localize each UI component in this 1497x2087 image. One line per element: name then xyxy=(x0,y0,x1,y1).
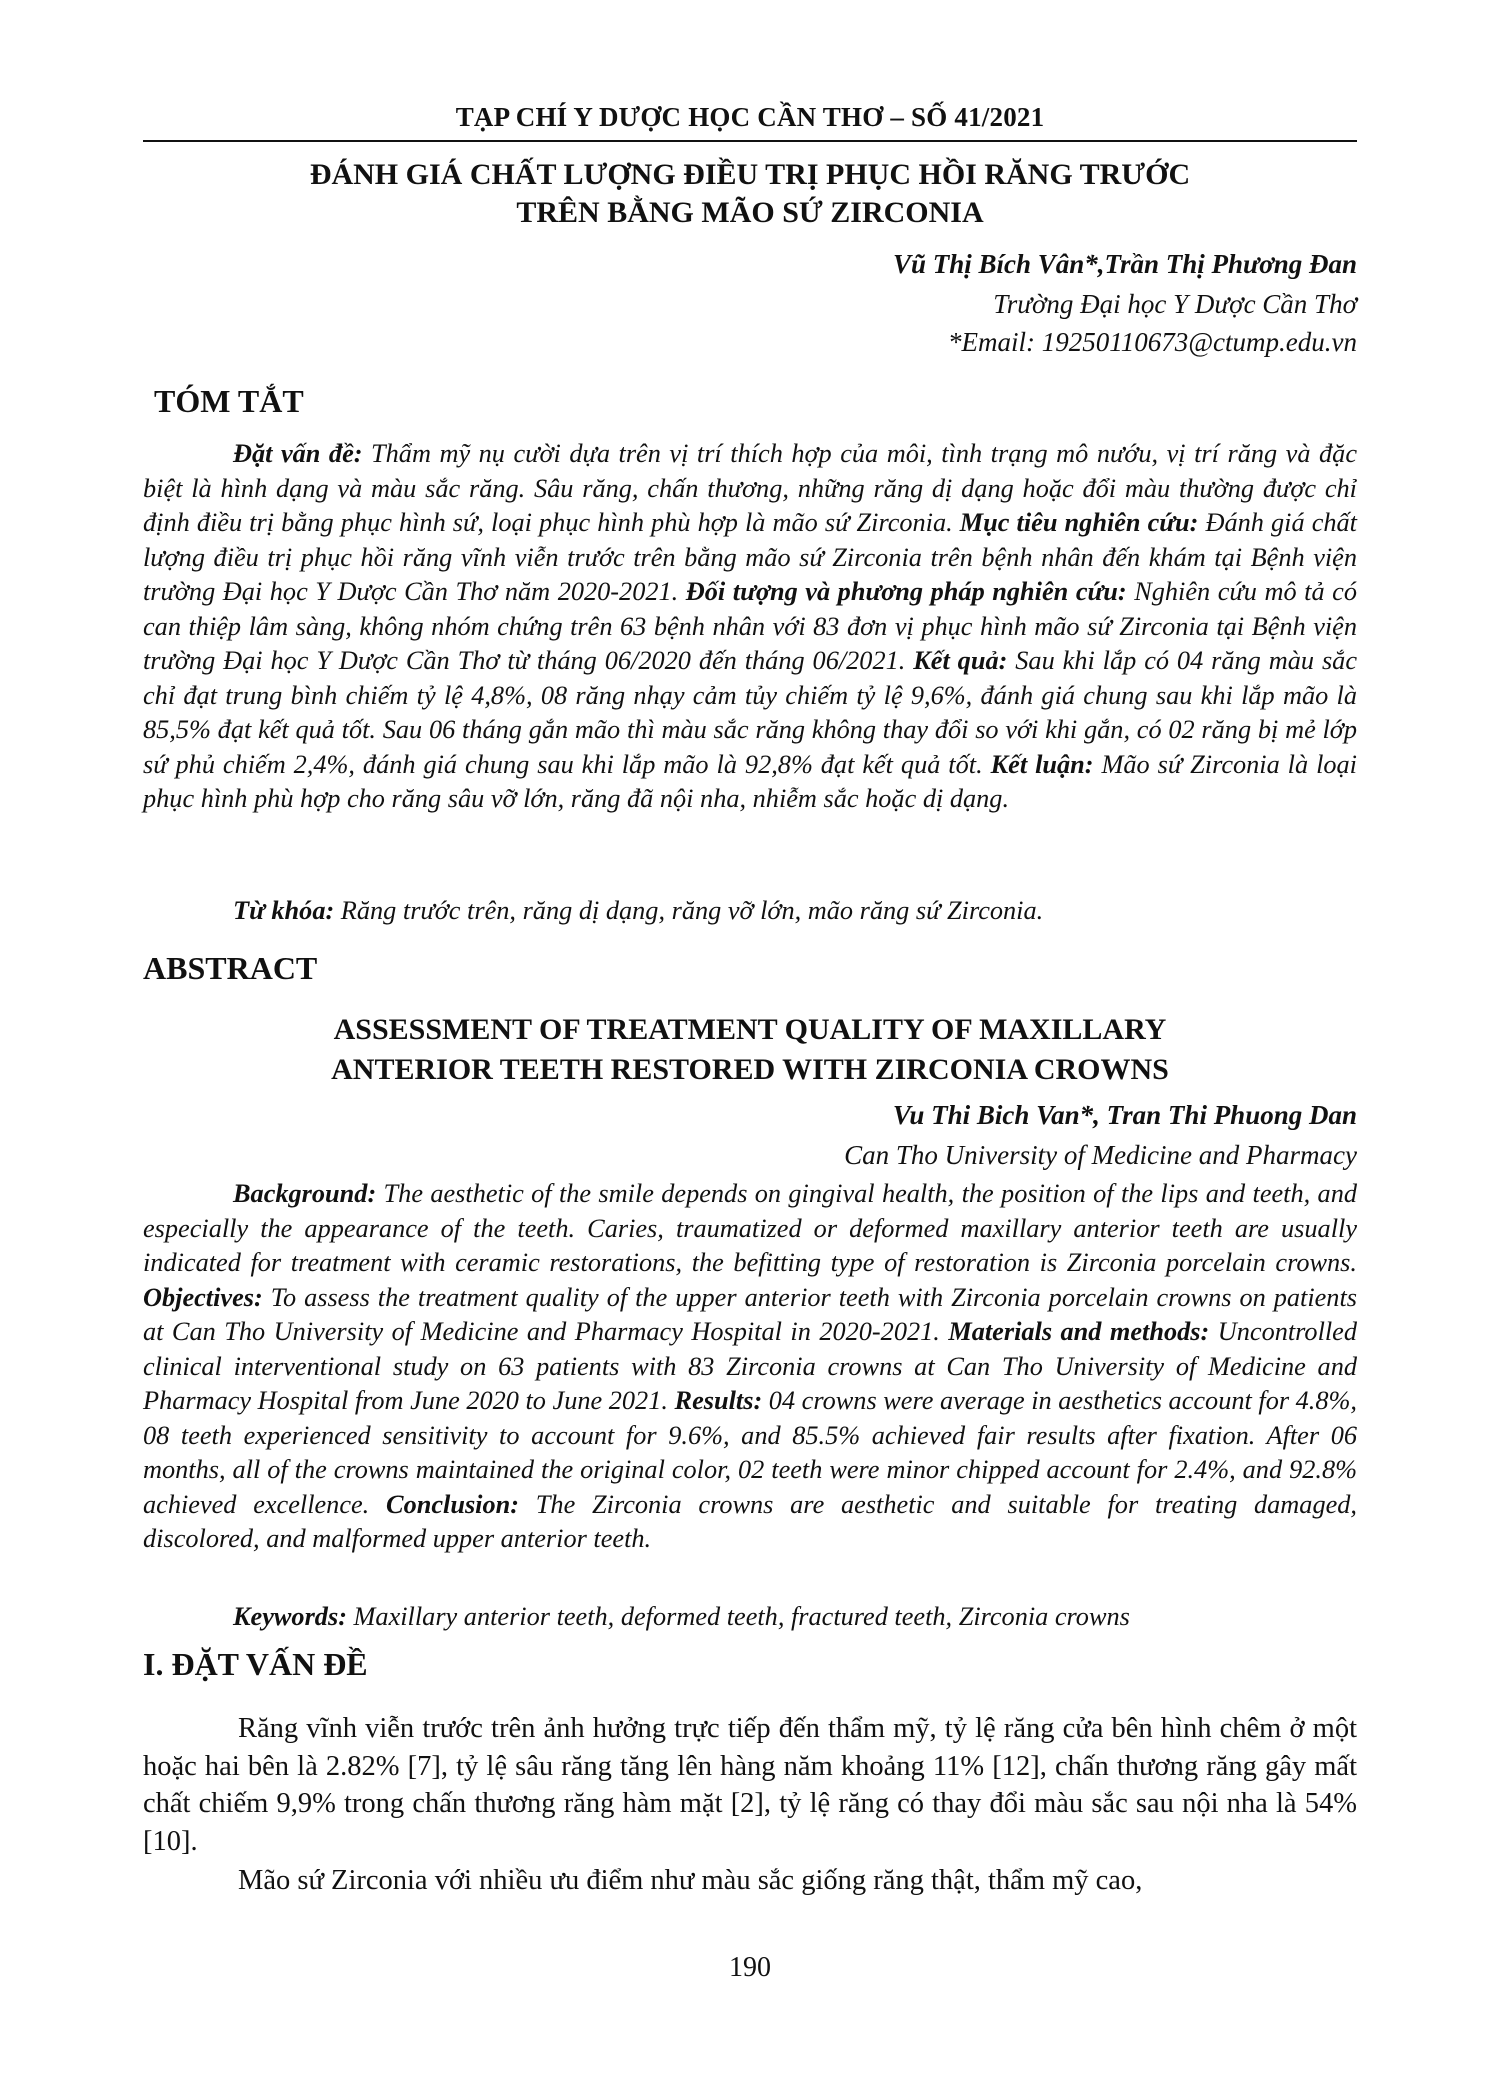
label-keywords-en: Keywords: xyxy=(233,1602,347,1631)
title-english xyxy=(143,1010,1357,1090)
text-methods-vi: Nghiên cứu mô tả có can thiệp lâm sàng, không nhóm chứng trên 63 bệnh nhân với 83 đơn vị phục hình mão sứ Zirconia tại Bệnh viện trường Đại học Y Dược Cần Thơ từ tháng 06/2020 đến tháng 06/2021. xyxy=(143,577,1357,675)
text-keywords-en: Maxillary anterior teeth, deformed teeth, fractured teeth, Zirconia crowns xyxy=(346,1602,1130,1631)
label-background-en: Background: xyxy=(233,1179,377,1208)
title-en-line-1: ASSESSMENT OF TREATMENT QUALITY OF MAXILLARY xyxy=(333,1013,1167,1046)
text-keywords-vi: Răng trước trên, răng dị dạng, răng vỡ lớn, mão răng sứ Zirconia. xyxy=(334,896,1044,925)
title-vi-line-1: ĐÁNH GIÁ CHẤT LƯỢNG ĐIỀU TRỊ PHỤC HỒI RĂNG TRƯỚC xyxy=(309,158,1191,191)
text-background-vi: Thẩm mỹ nụ cười dựa trên vị trí thích hợp của môi, tình trạng mô nướu, vị trí răng và đặc biệt là hình dạng và màu sắc răng. Sâu răng, chấn thương, những răng dị dạng hoặc đổi màu thường được chỉ định điều trị bằng phục hình sứ, loại phục hình phù hợp là mão sứ Zirconia. xyxy=(143,439,1357,537)
label-results-vi: Kết quả: xyxy=(913,646,1008,675)
label-background-vi: Đặt vấn đề: xyxy=(233,439,363,468)
abstract-heading: ABSTRACT xyxy=(143,950,318,986)
section-1-heading: I. ĐẶT VẤN ĐỀ xyxy=(143,1646,368,1682)
keywords-english xyxy=(143,1600,1357,1635)
text-background-en: The aesthetic of the smile depends on gingival health, the position of the lips and teeth, and especially the appearance of the teeth. Caries, traumatized or deformed maxillary anterior teeth are usually indicated for treatment with ceramic restorations, the befitting type of restoration is Zirconia porcelain crowns. xyxy=(143,1179,1357,1277)
author-email: *Email: 19250110673@ctump.edu.vn xyxy=(947,327,1357,357)
summary-heading: TÓM TẮT xyxy=(154,383,304,419)
authors-vietnamese: Vũ Thị Bích Vân*,Trần Thị Phương Đan xyxy=(892,249,1357,279)
label-keywords-vi: Từ khóa: xyxy=(233,896,335,925)
page-number: 190 xyxy=(729,1952,771,1983)
label-methods-vi: Đối tượng và phương pháp nghiên cứu: xyxy=(685,577,1127,606)
label-conclusion-en: Conclusion: xyxy=(386,1489,520,1519)
label-methods-en: Materials and methods: xyxy=(948,1317,1210,1346)
label-results-en: Results: xyxy=(674,1386,763,1415)
label-objective-vi: Mục tiêu nghiên cứu: xyxy=(959,508,1199,537)
keywords-vietnamese xyxy=(143,894,1357,929)
title-en-line-2: ANTERIOR TEETH RESTORED WITH ZIRCONIA CROWNS xyxy=(331,1053,1169,1086)
abstract-english xyxy=(143,1177,1357,1557)
text-methods-en: Uncontrolled clinical interventional study on 63 patients with 83 Zirconia crowns at Can Tho University of Medicine and Pharmacy Hospital from June 2020 to June 2021. xyxy=(143,1317,1358,1415)
section-1-paragraph-1: Răng vĩnh viễn trước trên ảnh hưởng trực tiếp đến thẩm mỹ, tỷ lệ răng cửa bên hình chêm ở một hoặc hai bên là 2.82% [7], tỷ lệ sâu răng tăng lên hàng năm khoảng 11% [12], chấn thương răng gây mất chất chiếm 9,9% trong chấn thương răng hàm mặt [2], tỷ lệ răng có thay đổi màu sắc sau nội nha là 54% [10]. xyxy=(143,1713,1357,1857)
text-results-en: 04 crowns were average in aesthetics account for 4.8%, 08 teeth experienced sensitivity to account for 9.6%, and 85.5% achieved fair results after fixation. After 06 months, all of the crowns maintained the original color, 02 teeth were minor chipped account for 2.4%, and 92.8% achieved excellence. xyxy=(143,1386,1358,1519)
abstract-vietnamese xyxy=(143,437,1357,817)
affiliation-english: Can Tho University of Medicine and Pharmacy xyxy=(844,1140,1357,1170)
authors-english: Vu Thi Bich Van*, Tran Thi Phuong Dan xyxy=(892,1100,1357,1130)
text-objective-vi: Đánh giá chất lượng điều trị phục hồi răng vĩnh viễn trước trên bằng mão sứ Zirconia trên bệnh nhân đến khám tại Bệnh viện trường Đại học Y Dược Cần Thơ năm 2020-2021. xyxy=(143,508,1357,606)
text-conclusion-en: The Zirconia crowns are aesthetic and suitable for treating damaged, discolored, and malformed upper anterior teeth. xyxy=(143,1489,1357,1553)
label-conclusion-vi: Kết luận: xyxy=(990,749,1094,779)
text-objectives-en: To assess the treatment quality of the upper anterior teeth with Zirconia porcelain crowns on patients at Can Tho University of Medicine and Pharmacy Hospital in 2020-2021. xyxy=(143,1282,1357,1346)
section-1-paragraph-2: Mão sứ Zirconia với nhiều ưu điểm như màu sắc giống răng thật, thẩm mỹ cao, xyxy=(238,1865,1143,1896)
header-rule xyxy=(143,140,1357,142)
affiliation-vietnamese: Trường Đại học Y Dược Cần Thơ xyxy=(993,289,1357,319)
journal-header: TẠP CHÍ Y DƯỢC HỌC CẦN THƠ – SỐ 41/2021 xyxy=(455,102,1045,132)
label-objectives-en: Objectives: xyxy=(143,1282,263,1312)
title-vi-line-2: TRÊN BẰNG MÃO SỨ ZIRCONIA xyxy=(516,196,984,229)
title-vietnamese xyxy=(143,156,1357,232)
text-conclusion-vi: Mão sứ Zirconia là loại phục hình phù hợp cho răng sâu vỡ lớn, răng đã nội nha, nhiễm sắc hoặc dị dạng. xyxy=(143,749,1357,813)
text-results-vi: Sau khi lắp có 04 răng màu sắc chỉ đạt trung bình chiếm tỷ lệ 4,8%, 08 răng nhạy cảm tủy chiếm tỷ lệ 9,6%, đánh giá chung sau khi lắp mão là 85,5% đạt kết quả tốt. Sau 06 tháng gắn mão thì màu sắc răng không thay đổi so với khi gắn, có 02 răng bị mẻ lớp sứ phủ chiếm 2,4%, đánh giá chung sau khi lắp mão là 92,8% đạt kết quả tốt. xyxy=(143,646,1357,779)
